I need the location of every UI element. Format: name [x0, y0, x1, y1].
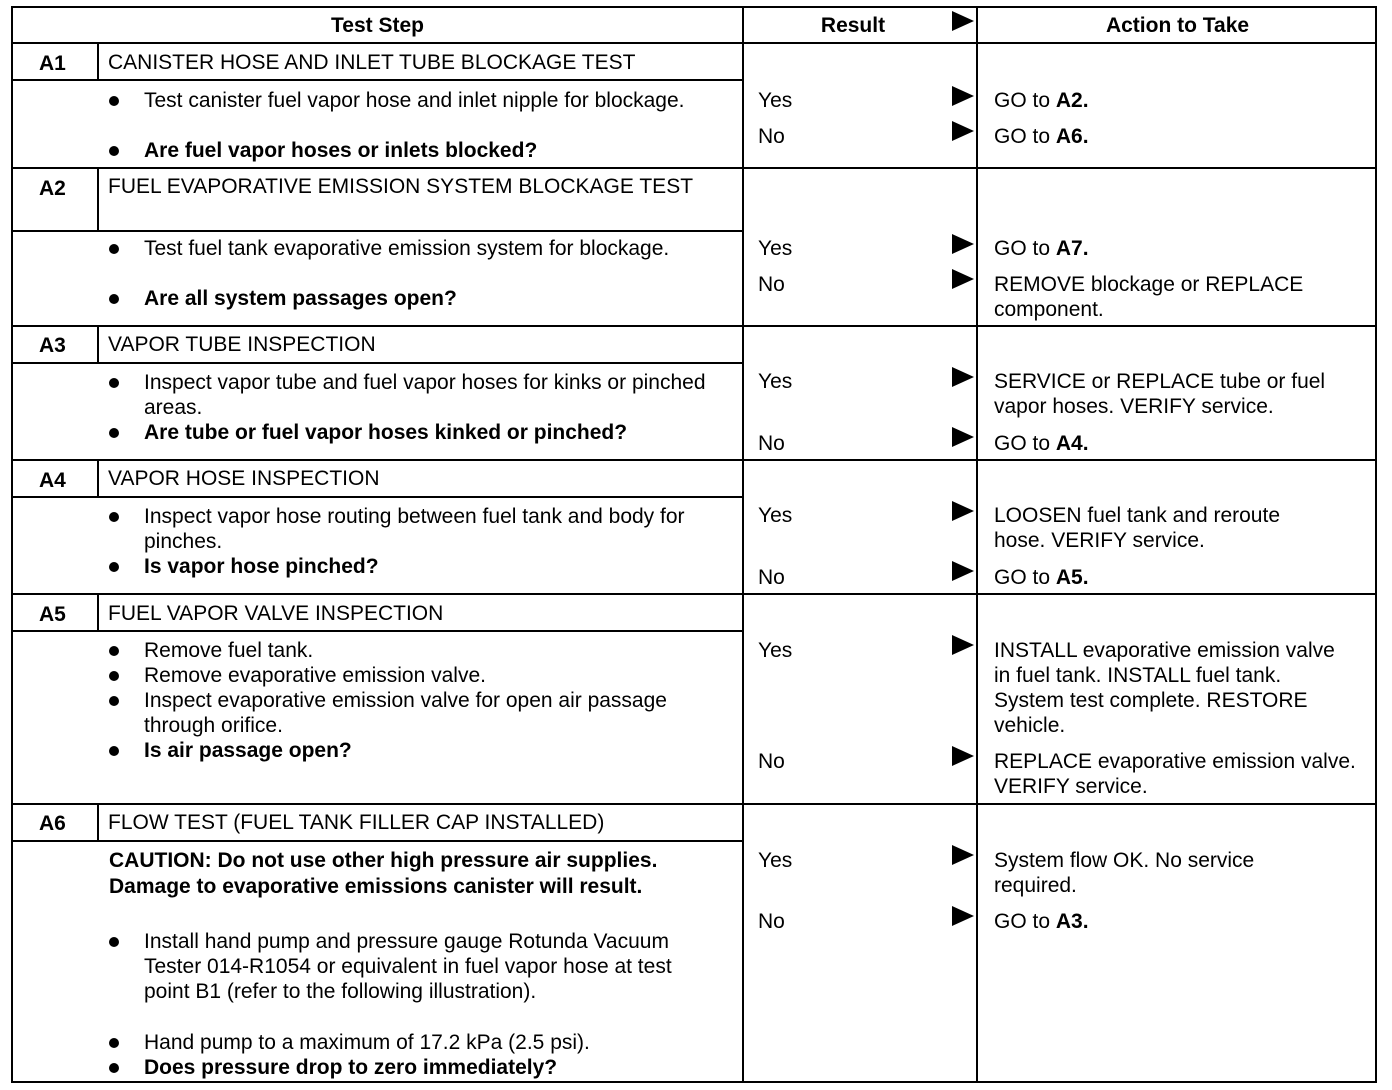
step-id: A5	[39, 603, 66, 626]
result-no: No	[758, 125, 785, 148]
header-arrow-icon	[952, 11, 974, 31]
arrow-icon	[952, 121, 974, 141]
step-id: A1	[39, 52, 66, 75]
bullet-icon	[109, 512, 119, 522]
bullet-icon	[109, 562, 119, 572]
id-divider	[97, 327, 99, 363]
step-title: FLOW TEST (FUEL TANK FILLER CAP INSTALLED)	[108, 811, 605, 834]
bullet-icon	[109, 1063, 119, 1073]
action-no: GO to A5.	[994, 566, 1089, 589]
header-result: Result	[820, 14, 886, 37]
step-title: CANISTER HOSE AND INLET TUBE BLOCKAGE TEST	[108, 51, 636, 74]
row-divider	[13, 803, 1377, 805]
result-yes: Yes	[758, 370, 793, 393]
header-action: Action to Take	[1105, 14, 1250, 37]
result-yes: Yes	[758, 849, 793, 872]
result-yes: Yes	[758, 504, 793, 527]
arrow-icon	[952, 635, 974, 655]
arrow-icon	[952, 561, 974, 581]
row-divider	[13, 593, 1377, 595]
diagnostic-table: Test Step Result Action to Take A1 CANISTER HOSE AND INLET TUBE BLOCKAGE TEST Test canister fuel vapor hose and inlet nipple for blockage. Are fuel vapor hoses or inlets blocked? Yes GO to A2. No GO to A6. A2 FUEL EVAPORATIVE EMISSION SYSTEM BLOCKAGE TEST Test fuel tank evaporative emission system for blockage. Are all system passages open? Yes GO to A7. No REMOVE blockage or REPLACE component. A3 VAPOR TUBE INSPECTION Inspect vapor tube and fuel vapor hoses for kinks or pinched areas. Are tube or fuel vapor hoses kinked or pinched? Yes SERVICE or REPLACE tube or fuel vapor hoses. VERIFY service. No GO to A4. A4 VAPOR HOSE INSPECTION Inspect vapor hose routing between fuel tank and body for pinches. Is vapor hose pinched? Yes LOOSEN fuel tank and reroute hose. VERIFY service. No GO to A5. A5 FUEL VAPOR VALVE INSPECTION Remove fuel tank. Remove evaporative emission valve. Inspect evaporative emission valve for open air passage through orifice. Is air passage open? Yes INSTALL evaporative emission valve in fuel tank. INSTALL fuel tank. System test complete. RESTORE vehicle. No REPLACE evaporative emission valve. VERIFY service. A6 FLOW TEST (FUEL TANK FILLER CAP INSTALLED) CAUTION: Do not use other high pressure air supplies. Damage to evaporative emissions canister will result. Install hand pump and pressure gauge Rotunda Vacuum Tester 014-R1054 or equivalent in fuel vapor hose at test point B1 (refer to the following illustration). Hand pump to a maximum of 17.2 kPa (2.5 psi). Does pressure drop to zero immediately? Yes System flow OK. No service required. No GO to A3.	[11, 6, 1377, 1083]
title-divider	[13, 79, 744, 81]
id-divider	[97, 44, 99, 80]
result-no: No	[758, 750, 785, 773]
action-yes: GO to A2.	[994, 89, 1089, 112]
step-title: VAPOR TUBE INSPECTION	[108, 333, 376, 356]
bullet-icon	[109, 96, 119, 106]
arrow-icon	[952, 501, 974, 521]
bullet-icon	[109, 937, 119, 947]
header-test-step: Test Step	[331, 14, 424, 37]
action-yes: LOOSEN fuel tank and reroute hose. VERIFY service.	[994, 504, 1280, 552]
title-divider	[13, 840, 744, 842]
caution-note: CAUTION: Do not use other high pressure air supplies. Damage to evaporative emissions canister will result.	[109, 849, 658, 898]
header-divider	[13, 42, 1377, 44]
step-id: A2	[39, 177, 66, 200]
title-divider	[13, 230, 744, 232]
action-yes: INSTALL evaporative emission valve in fuel tank. INSTALL fuel tank. System test complete. RESTORE vehicle.	[994, 639, 1335, 737]
row-divider	[13, 459, 1377, 461]
result-no: No	[758, 432, 785, 455]
step-title: FUEL EVAPORATIVE EMISSION SYSTEM BLOCKAGE TEST	[108, 175, 694, 198]
title-divider	[13, 630, 744, 632]
bullet-icon	[109, 696, 119, 706]
id-divider	[97, 169, 99, 231]
action-no: GO to A4.	[994, 432, 1089, 455]
result-yes: Yes	[758, 639, 793, 662]
bullet-icon	[109, 294, 119, 304]
id-divider	[97, 595, 99, 631]
arrow-icon	[952, 269, 974, 289]
action-yes: System flow OK. No service required.	[994, 849, 1255, 897]
step-title: FUEL VAPOR VALVE INSPECTION	[108, 602, 444, 625]
action-yes: SERVICE or REPLACE tube or fuel vapor hoses. VERIFY service.	[994, 370, 1326, 418]
action-no: REMOVE blockage or REPLACE component.	[994, 273, 1304, 321]
arrow-icon	[952, 845, 974, 865]
title-divider	[13, 496, 744, 498]
action-no: GO to A3.	[994, 910, 1089, 933]
bullet-icon	[109, 378, 119, 388]
bullet-icon	[109, 1038, 119, 1048]
bullet-icon	[109, 146, 119, 156]
row-divider	[13, 167, 1377, 169]
id-divider	[97, 805, 99, 841]
id-divider	[97, 461, 99, 497]
step-id: A3	[39, 334, 66, 357]
result-no: No	[758, 910, 785, 933]
action-yes: GO to A7.	[994, 237, 1089, 260]
result-yes: Yes	[758, 237, 793, 260]
arrow-icon	[952, 367, 974, 387]
arrow-icon	[952, 906, 974, 926]
title-divider	[13, 362, 744, 364]
action-no: GO to A6.	[994, 125, 1089, 148]
action-no: REPLACE evaporative emission valve. VERIFY service.	[994, 750, 1356, 798]
step-title: VAPOR HOSE INSPECTION	[108, 467, 380, 490]
arrow-icon	[952, 746, 974, 766]
bullet-icon	[109, 428, 119, 438]
result-no: No	[758, 273, 785, 296]
step-id: A6	[39, 812, 66, 835]
arrow-icon	[952, 427, 974, 447]
bullet-icon	[109, 671, 119, 681]
row-divider	[13, 325, 1377, 327]
step-id: A4	[39, 469, 66, 492]
bullet-icon	[109, 646, 119, 656]
result-yes: Yes	[758, 89, 793, 112]
result-no: No	[758, 566, 785, 589]
arrow-icon	[952, 86, 974, 106]
bullet-icon	[109, 746, 119, 756]
bullet-icon	[109, 244, 119, 254]
arrow-icon	[952, 234, 974, 254]
